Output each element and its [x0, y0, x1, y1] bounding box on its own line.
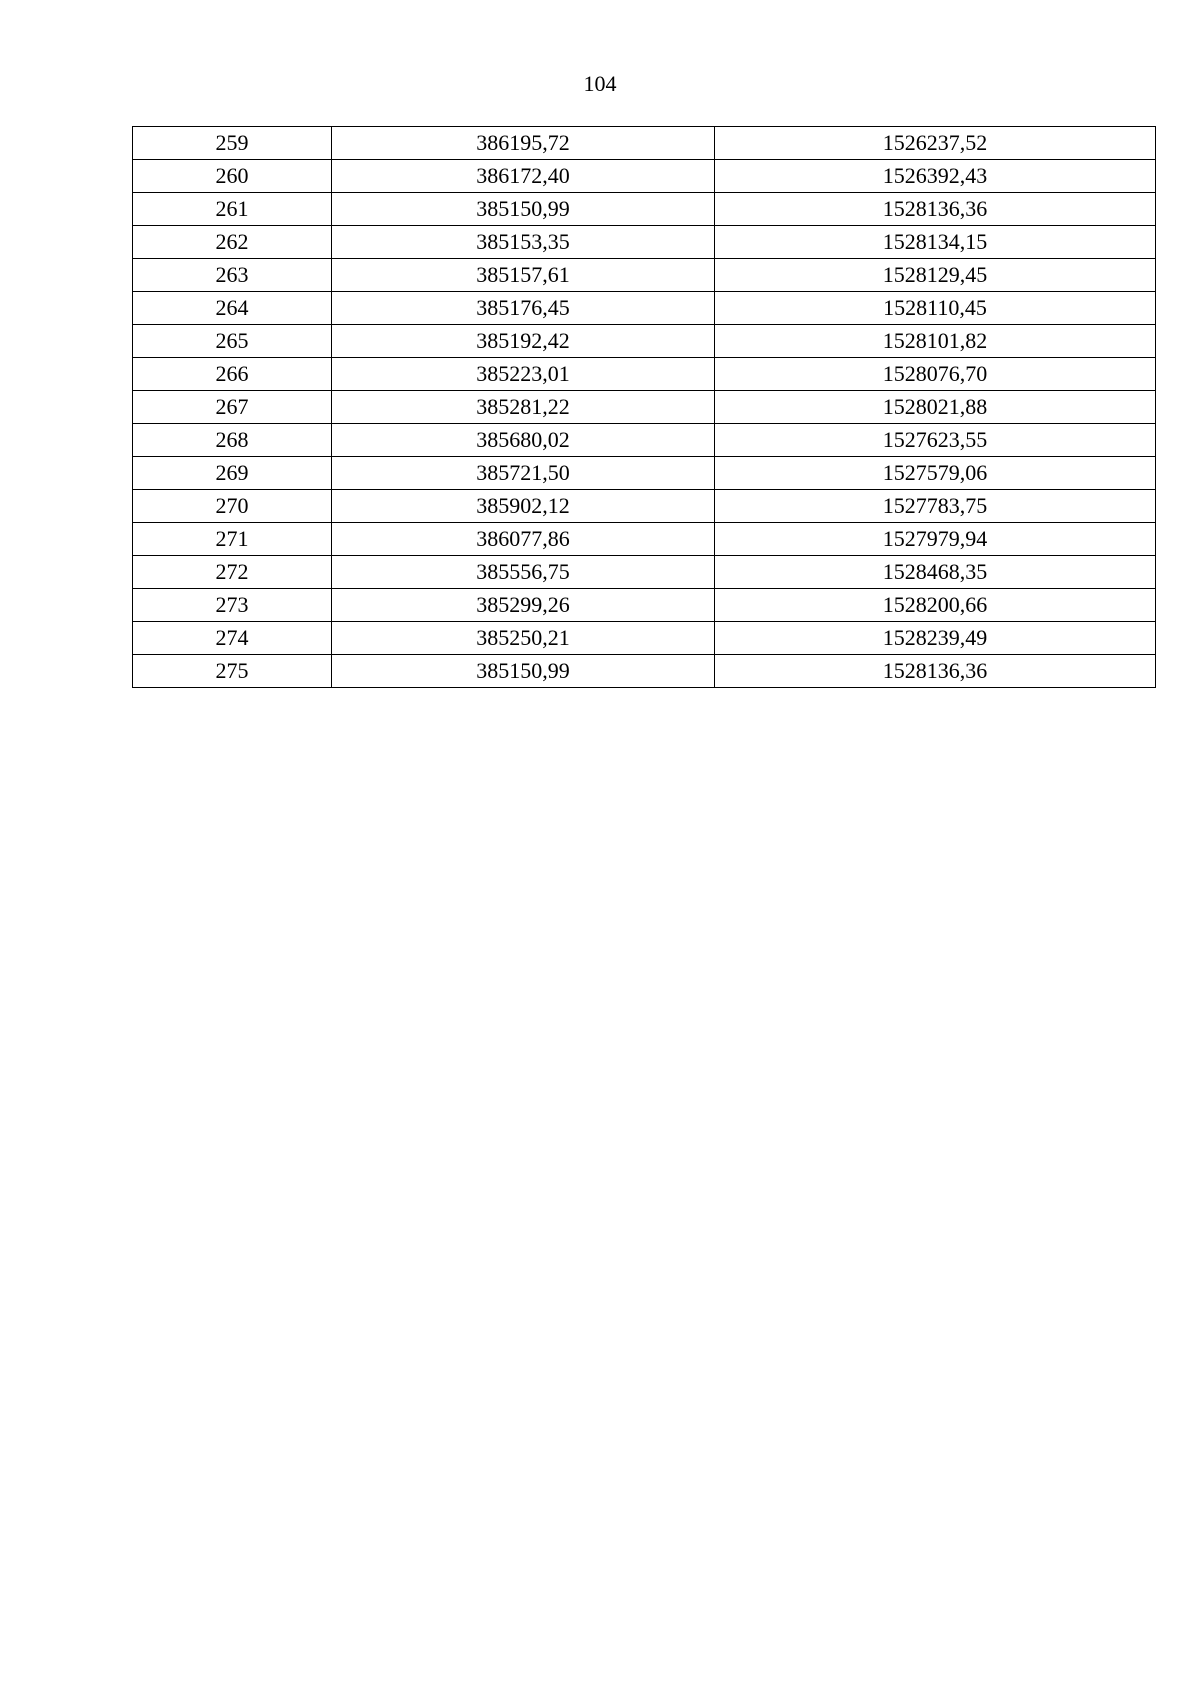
y-coordinate-cell: 1528110,45: [715, 292, 1156, 325]
x-coordinate-cell: 386172,40: [332, 160, 715, 193]
y-coordinate-cell: 1527783,75: [715, 490, 1156, 523]
table-row: [133, 622, 1156, 655]
coordinates-table: [132, 126, 1156, 688]
y-coordinate-cell: 1528101,82: [715, 325, 1156, 358]
y-coordinate-cell: 1528136,36: [715, 193, 1156, 226]
point-number-cell: 275: [133, 655, 332, 688]
y-coordinate-cell: 1526392,43: [715, 160, 1156, 193]
y-coordinate-cell: 1527579,06: [715, 457, 1156, 490]
y-coordinate-cell: 1528021,88: [715, 391, 1156, 424]
x-coordinate-cell: 385902,12: [332, 490, 715, 523]
y-coordinate-cell: 1528239,49: [715, 622, 1156, 655]
point-number-cell: 266: [133, 358, 332, 391]
x-coordinate-cell: 385150,99: [332, 655, 715, 688]
x-coordinate-cell: 386195,72: [332, 127, 715, 160]
point-number-cell: 269: [133, 457, 332, 490]
x-coordinate-cell: 385299,26: [332, 589, 715, 622]
point-number-cell: 264: [133, 292, 332, 325]
table-row: [133, 589, 1156, 622]
table-row: [133, 556, 1156, 589]
y-coordinate-cell: 1528136,36: [715, 655, 1156, 688]
x-coordinate-cell: 385250,21: [332, 622, 715, 655]
table-row: [133, 358, 1156, 391]
x-coordinate-cell: 385153,35: [332, 226, 715, 259]
x-coordinate-cell: 386077,86: [332, 523, 715, 556]
table-row: [133, 325, 1156, 358]
table-row: [133, 391, 1156, 424]
point-number-cell: 267: [133, 391, 332, 424]
table-row: [133, 457, 1156, 490]
x-coordinate-cell: 385192,42: [332, 325, 715, 358]
point-number-cell: 263: [133, 259, 332, 292]
x-coordinate-cell: 385176,45: [332, 292, 715, 325]
y-coordinate-cell: 1528129,45: [715, 259, 1156, 292]
x-coordinate-cell: 385556,75: [332, 556, 715, 589]
table-row: [133, 127, 1156, 160]
y-coordinate-cell: 1528134,15: [715, 226, 1156, 259]
table-row: [133, 259, 1156, 292]
y-coordinate-cell: 1528076,70: [715, 358, 1156, 391]
x-coordinate-cell: 385157,61: [332, 259, 715, 292]
table-row: [133, 523, 1156, 556]
table-row: [133, 226, 1156, 259]
table-row: [133, 292, 1156, 325]
point-number-cell: 268: [133, 424, 332, 457]
x-coordinate-cell: 385223,01: [332, 358, 715, 391]
y-coordinate-cell: 1526237,52: [715, 127, 1156, 160]
y-coordinate-cell: 1528468,35: [715, 556, 1156, 589]
table-row: [133, 490, 1156, 523]
point-number-cell: 272: [133, 556, 332, 589]
point-number-cell: 259: [133, 127, 332, 160]
y-coordinate-cell: 1527979,94: [715, 523, 1156, 556]
table-row: [133, 424, 1156, 457]
point-number-cell: 270: [133, 490, 332, 523]
x-coordinate-cell: 385281,22: [332, 391, 715, 424]
point-number-cell: 274: [133, 622, 332, 655]
table-row: [133, 160, 1156, 193]
point-number-cell: 271: [133, 523, 332, 556]
coordinates-table-body: [133, 127, 1156, 688]
page-number: 104: [583, 71, 617, 96]
x-coordinate-cell: 385150,99: [332, 193, 715, 226]
y-coordinate-cell: 1527623,55: [715, 424, 1156, 457]
table-row: [133, 193, 1156, 226]
table-row: [133, 655, 1156, 688]
point-number-cell: 273: [133, 589, 332, 622]
point-number-cell: 261: [133, 193, 332, 226]
point-number-cell: 262: [133, 226, 332, 259]
point-number-cell: 260: [133, 160, 332, 193]
x-coordinate-cell: 385680,02: [332, 424, 715, 457]
point-number-cell: 265: [133, 325, 332, 358]
y-coordinate-cell: 1528200,66: [715, 589, 1156, 622]
x-coordinate-cell: 385721,50: [332, 457, 715, 490]
